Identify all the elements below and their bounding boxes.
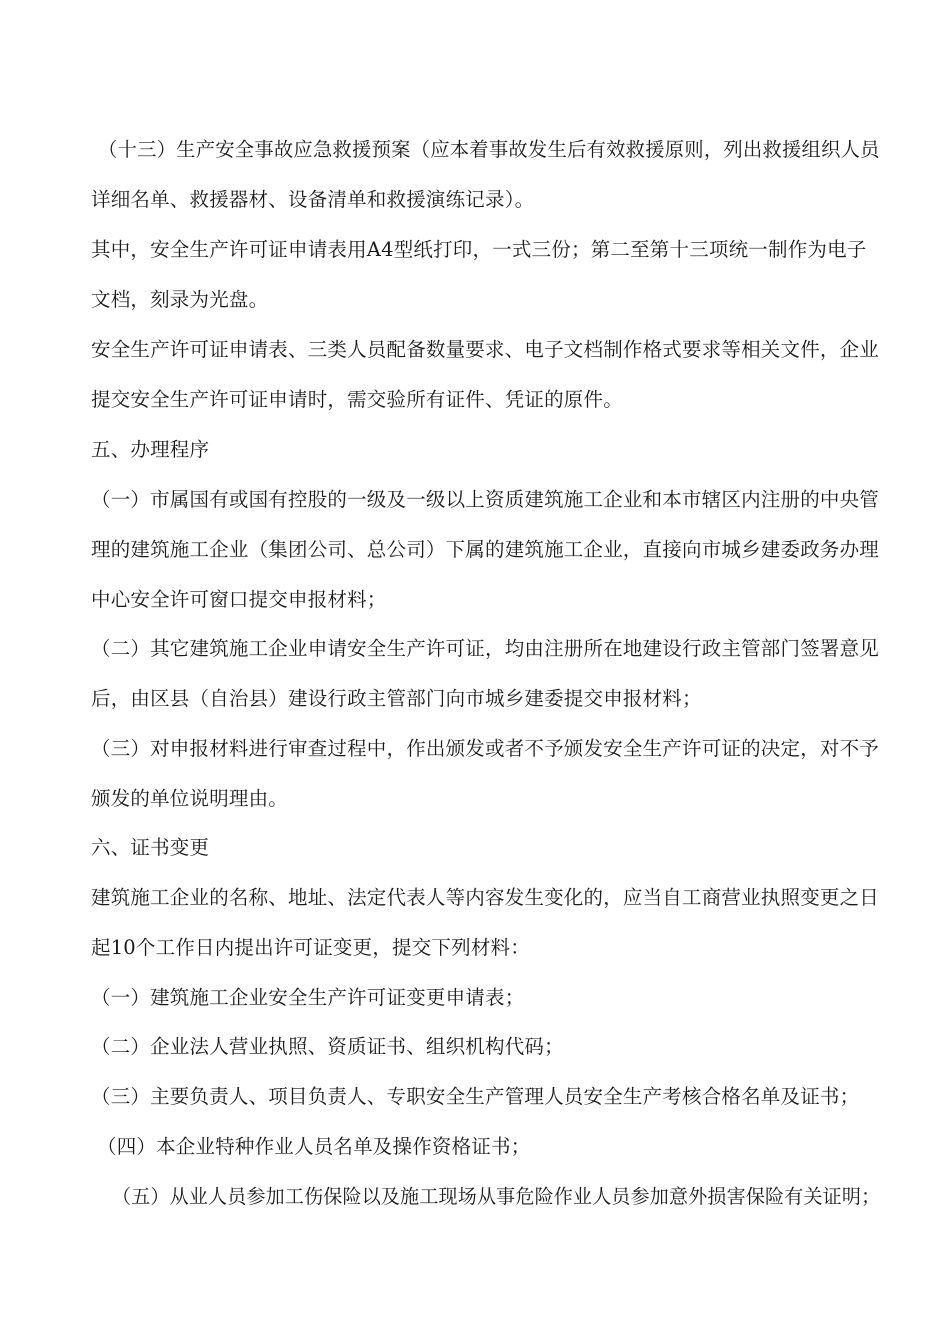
list-item: （四）本企业特种作业人员名单及操作资格证书； — [97, 1135, 531, 1158]
section-heading: 六、证书变更 — [91, 836, 210, 859]
list-item: （一）建筑施工企业安全生产许可证变更申请表； — [91, 986, 525, 1009]
text-line: 建筑施工企业的名称、地址、法定代表人等内容发生变化的，应当自工商营业执照变更之日 — [91, 886, 880, 909]
text-line: 详细名单、救援器材、设备清单和救援演练记录）。 — [91, 188, 535, 211]
text-line: 中心安全许可窗口提交申报材料； — [91, 588, 387, 611]
text-line: 安全生产许可证申请表、三类人员配备数量要求、电子文档制作格式要求等相关文件，企业 — [91, 338, 880, 361]
text-line: 文档，刻录为光盘。 — [91, 288, 269, 311]
list-item: （三）主要负责人、项目负责人、专职安全生产管理人员安全生产考核合格名单及证书； — [91, 1085, 860, 1108]
text-line: （二）其它建筑施工企业申请安全生产许可证，均由注册所在地建设行政主管部门签署意见 — [91, 637, 880, 660]
text-line: 起10个工作日内提出许可证变更，提交下列材料： — [91, 936, 530, 959]
text-line: （一）市属国有或国有控股的一级及一级以上资质建筑施工企业和本市辖区内注册的中央管 — [91, 488, 880, 511]
section-heading: 五、办理程序 — [91, 438, 210, 461]
list-item: （二）企业法人营业执照、资质证书、组织机构代码； — [91, 1035, 564, 1058]
text-line: （三）对申报材料进行审查过程中，作出颁发或者不予颁发安全生产许可证的决定，对不予 — [91, 737, 880, 760]
list-item: （五）从业人员参加工伤保险以及施工现场从事危险作业人员参加意外损害保险有关证明； — [112, 1185, 881, 1208]
text-line: 理的建筑施工企业（集团公司、总公司）下属的建筑施工企业，直接向市城乡建委政务办理 — [91, 538, 880, 561]
text-line: 其中，安全生产许可证申请表用A4型纸打印，一式三份；第二至第十三项统一制作为电子 — [91, 238, 867, 261]
text-line: （十三）生产安全事故应急救援预案（应本着事故发生后有效救援原则，列出救援组织人员 — [98, 138, 880, 161]
text-line: 提交安全生产许可证申请时，需交验所有证件、凭证的原件。 — [91, 388, 623, 411]
text-line: 后，由区县（自治县）建设行政主管部门向市城乡建委提交申报材料； — [91, 687, 702, 710]
text-line: 颁发的单位说明理由。 — [91, 787, 289, 810]
